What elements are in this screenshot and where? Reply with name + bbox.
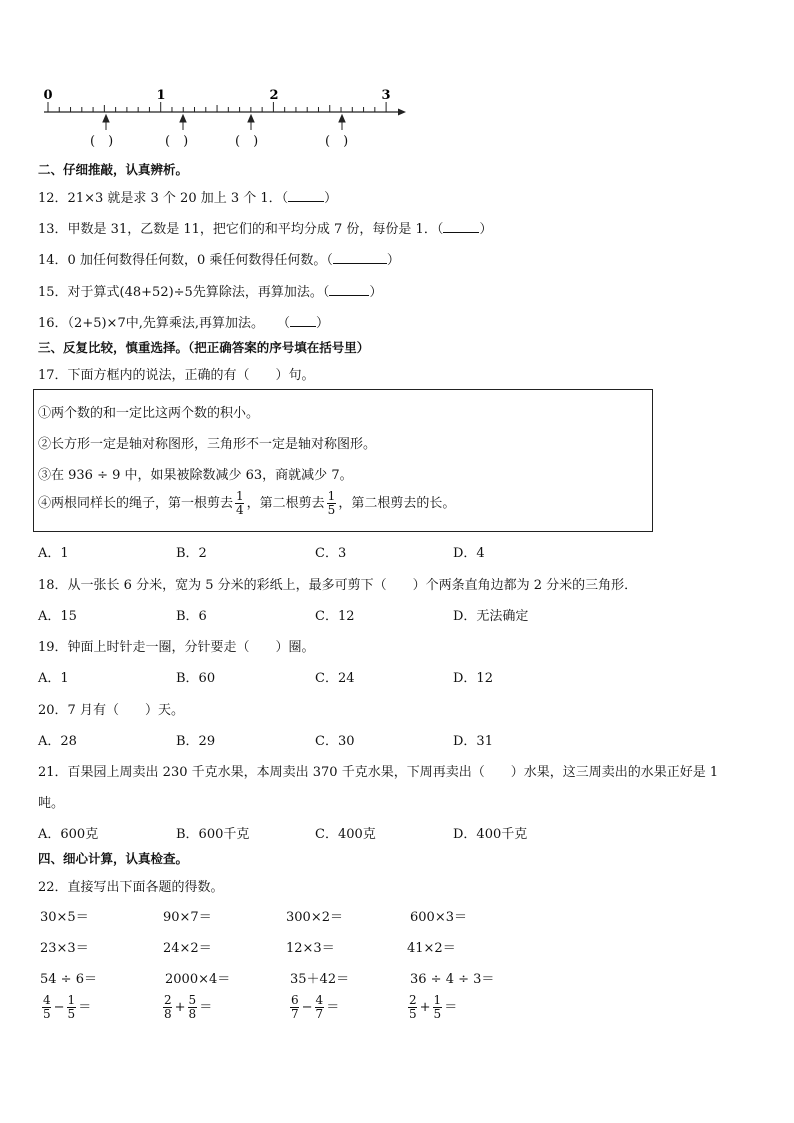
answer-bracket-4[interactable]: ( ) — [325, 134, 349, 149]
tick-label-3: 3 — [381, 88, 391, 103]
calc-1-2: 90×7＝ — [163, 910, 212, 925]
fraction-one-quarter: $\frac{1}{4}$ — [236, 489, 244, 517]
fraction-one-fifth: $\frac{1}{5}$ — [327, 489, 336, 517]
arrow-marker-1 — [103, 115, 109, 130]
q18-option-a[interactable]: A．15 — [38, 609, 77, 624]
section-2-heading: 二、仔细推敲，认真辨析。 — [38, 162, 189, 177]
answer-blank-14[interactable] — [333, 251, 387, 264]
q17-option-a[interactable]: A．1 — [38, 546, 69, 561]
calc-3-3: 35＋42＝ — [290, 972, 350, 987]
tick-label-1: 1 — [156, 88, 166, 103]
statement-3: ③在 936 ÷ 9 中，如果被除数减少 63，商就减少 7。 — [38, 468, 353, 483]
calc-2-2: 24×2＝ — [163, 941, 212, 956]
calc-3-4: 36 ÷ 4 ÷ 3＝ — [410, 972, 495, 987]
calc-2-1: 23×3＝ — [40, 941, 89, 956]
question-15: 15．对于算式(48+52)÷5先算除法，再算加法。（ ） — [38, 285, 383, 300]
q19-option-a[interactable]: A．1 — [38, 671, 69, 686]
section-3-heading: 三、反复比较，慎重选择。（把正确答案的序号填在括号里） — [38, 340, 370, 355]
question-21-stem-line-1: 21．百果园上周卖出 230 千克水果，本周卖出 370 千克水果，下周再卖出（ ）水果，这三周卖出的水果正好是 1 — [38, 765, 719, 780]
q19-option-d[interactable]: D．12 — [453, 671, 493, 686]
q18-option-c[interactable]: C．12 — [315, 609, 355, 624]
statement-4: ④两根同样长的绳子，第一根剪去 $\frac{1}{4}$ ，第二根剪去 $\frac{1}{5}$ ，第二根剪去的长。 — [38, 489, 456, 517]
q20-option-c[interactable]: C．30 — [315, 734, 355, 749]
question-16: 16．（2+5)×7中,先算乘法,再算加法。 （ ） — [38, 316, 329, 331]
statement-1: ①两个数的和一定比这两个数的积小。 — [38, 406, 260, 421]
calc-3-2: 2000×4＝ — [165, 972, 231, 987]
tick-label-2: 2 — [269, 88, 279, 103]
question-20-stem: 20．7 月有（ ）天。 — [38, 703, 184, 718]
question-12: 12．21×3 就是求 3 个 20 加上 3 个 1．（ ） — [38, 191, 338, 206]
answer-blank-16[interactable] — [290, 314, 316, 327]
answer-blank-12[interactable] — [288, 189, 324, 202]
question-19-stem: 19．钟面上时针走一圈，分针要走（ ）圈。 — [38, 640, 315, 655]
calc-1-4: 600×3＝ — [410, 910, 467, 925]
q19-option-c[interactable]: C．24 — [315, 671, 355, 686]
answer-bracket-2[interactable]: ( ) — [165, 134, 189, 149]
section-4-heading: 四、细心计算，认真检查。 — [38, 851, 189, 866]
calc-3-1: 54 ÷ 6＝ — [40, 972, 97, 987]
q21-option-c[interactable]: C．400克 — [315, 827, 376, 842]
q21-option-d[interactable]: D．400千克 — [453, 827, 528, 842]
calc-1-3: 300×2＝ — [286, 910, 343, 925]
q21-option-b[interactable]: B．600千克 — [176, 827, 250, 842]
statement-box — [33, 389, 653, 532]
calc-2-3: 12×3＝ — [286, 941, 335, 956]
q17-option-d[interactable]: D．4 — [453, 546, 485, 561]
q21-option-a[interactable]: A．600克 — [38, 827, 99, 842]
q17-option-b[interactable]: B．2 — [176, 546, 207, 561]
arrow-marker-3 — [248, 115, 254, 130]
calc-4-4: $\frac{2}{5}$ + $\frac{1}{5}$ ＝ — [409, 993, 458, 1021]
calc-4-2: $\frac{2}{8}$ + $\frac{5}{8}$ ＝ — [164, 993, 213, 1021]
arrow-marker-2 — [180, 115, 186, 130]
q18-option-b[interactable]: B．6 — [176, 609, 207, 624]
calc-2-4: 41×2＝ — [407, 941, 456, 956]
calc-1-1: 30×5＝ — [40, 910, 89, 925]
q18-option-d[interactable]: D．无法确定 — [453, 609, 529, 624]
answer-blank-13[interactable] — [443, 220, 479, 233]
q20-option-d[interactable]: D．31 — [453, 734, 493, 749]
question-21-stem-line-2: 吨。 — [38, 796, 65, 811]
answer-blank-15[interactable] — [329, 283, 369, 296]
question-18-stem: 18．从一张长 6 分米，宽为 5 分米的彩纸上，最多可剪下（ ）个两条直角边都为 2 分米的三角形． — [38, 578, 638, 593]
question-14: 14．0 加任何数得任何数，0 乘任何数得任何数。（ ） — [38, 253, 400, 268]
question-22-stem: 22．直接写出下面各题的得数。 — [38, 880, 224, 895]
q19-option-b[interactable]: B．60 — [176, 671, 216, 686]
calc-4-1: $\frac{4}{5}$ − $\frac{1}{5}$ ＝ — [43, 993, 92, 1021]
answer-bracket-1[interactable]: ( ) — [90, 134, 114, 149]
calc-4-3: $\frac{6}{7}$ − $\frac{4}{7}$ ＝ — [291, 993, 340, 1021]
question-13: 13．甲数是 31，乙数是 11，把它们的和平均分成 7 份，每份是 1．（ ） — [38, 222, 493, 237]
q20-option-a[interactable]: A．28 — [38, 734, 77, 749]
q20-option-b[interactable]: B．29 — [176, 734, 216, 749]
answer-bracket-3[interactable]: ( ) — [235, 134, 259, 149]
question-17-stem: 17．下面方框内的说法，正确的有（ ）句。 — [38, 368, 315, 383]
arrow-marker-4 — [339, 115, 345, 130]
tick-label-0: 0 — [43, 88, 53, 103]
statement-2: ②长方形一定是轴对称图形，三角形不一定是轴对称图形。 — [38, 437, 377, 452]
q17-option-c[interactable]: C．3 — [315, 546, 347, 561]
